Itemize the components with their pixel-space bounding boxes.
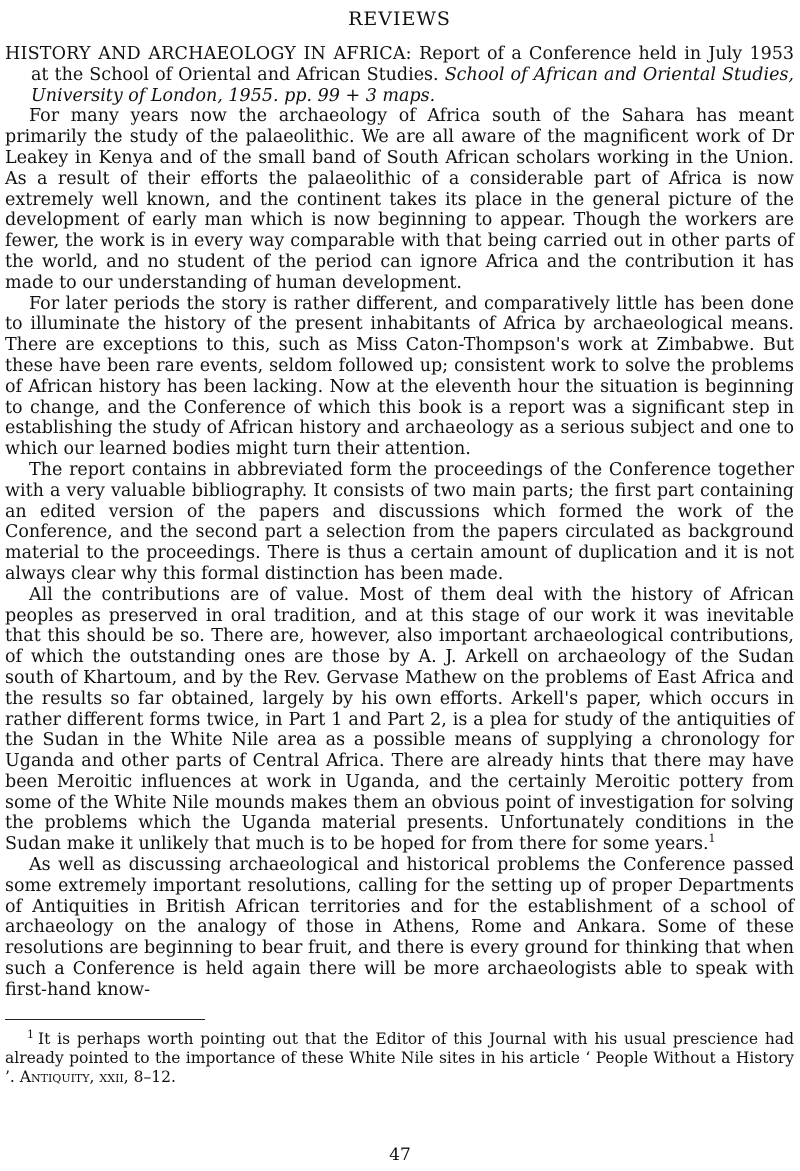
paragraph: For many years now the archaeology of Africa south of the Sahara has meant primarily the study of the palaeolithic. We are all aware of the magnificent work of Dr Leakey in Kenya and of the small band of South African scholars working in the Union. As a result of their efforts the palaeolithic of a considerable part of Africa is now extremely well known, and the continent takes its place in the general picture of the development of early man which is now beginning to appear. Though the workers are fewer, the work is in every way comparable with that being carried out in other parts of the world, and no student of the period can ignore Africa and the contribution it has made to our understanding of human development.	[5, 106, 794, 293]
page-number: 47	[389, 1145, 411, 1165]
footnote-text: It is perhaps worth pointing out that the Editor of this Journal with his usual prescience had already pointed to the importance of these White Nile sites in his article ‘ People Without a History ’.	[5, 1029, 794, 1086]
review-extent: pp. 99 + 3 maps.	[284, 85, 436, 106]
running-head: REVIEWS	[348, 8, 451, 30]
footnote-journal: Antiquity,	[19, 1067, 95, 1086]
paragraph	[5, 585, 794, 855]
paragraph: As well as discussing archaeological and historical problems the Conference passed some extremely important resolutions, calling for the setting up of proper Departments of Antiquities in British African territories and for the establishment of a school of archaeology on the analogy of those in Athens, Rome and Ankara. Some of these resolutions are beginning to bear fruit, and there is every ground for thinking that when such a Conference is held again there will be more archaeologists able to speak with first-hand know-	[5, 855, 794, 1000]
footnote-reference[interactable]: 1	[708, 832, 716, 846]
review-body	[5, 106, 794, 1000]
review-heading	[5, 44, 794, 106]
footnote-mark: 1	[27, 1027, 34, 1041]
paragraph-text: All the contributions are of value. Most of them deal with the history of African peoples as preserved in oral tradition, and at this stage of our work it was inevitable that this should be so. There are, however, also important archaeological contributions, of which the outstanding ones are those by A. J. Arkell on archaeology of the Sudan south of Khartoum, and by the Rev. Gervase Mathew on the problems of East Africa and the results so far obtained, largely by his own efforts. Arkell's paper, which occurs in rather different forms twice, in Part 1 and Part 2, is a plea for study of the antiquities of the Sudan in the White Nile area as a possible means of supplying a chronology for Uganda and other parts of Central Africa. There are already hints that there may have been Meroitic influences at work in Uganda, and the certainly Meroitic pottery from some of the White Nile mounds makes them an obvious point of investigation for solving the problems which the Uganda material presents. Unfortunately conditions in the Sudan make it unlikely that much is to be hoped for from there for some years.	[5, 584, 794, 855]
paragraph: The report contains in abbreviated form the proceedings of the Conference together with a very valuable bibliography. It consists of two main parts; the first part containing an edited version of the papers and discussions which formed the work of the Conference, and the second part a selection from the papers circulated as background material to the proceedings. There is thus a certain amount of duplication and it is not always clear why this formal distinction has been made.	[5, 459, 794, 584]
footnote-citation: xxii, 8–12.	[99, 1067, 176, 1086]
footnote-divider	[5, 1019, 205, 1020]
review-subtitle: Report of a Conference held in July 1953 at the School of Oriental and African Studies.	[31, 44, 794, 85]
review-publisher: School of African and Oriental Studies, University of London, 1955.	[31, 64, 794, 106]
paragraph: For later periods the story is rather different, and comparatively little has been done to illuminate the history of the present inhabitants of Africa by archaeological means. There are exceptions to this, such as Miss Caton-Thompson's work at Zimbabwe. But these have been rare events, seldom followed up; consistent work to solve the problems of African history has been lacking. Now at the eleventh hour the situation is beginning to change, and the Conference of which this book is a report was a significant step in establishing the study of African history and archaeology as a serious subject and one to which our learned bodies might turn their attention.	[5, 293, 794, 460]
review-title: HISTORY AND ARCHAEOLOGY IN AFRICA:	[5, 44, 412, 64]
footnote	[5, 1027, 794, 1087]
